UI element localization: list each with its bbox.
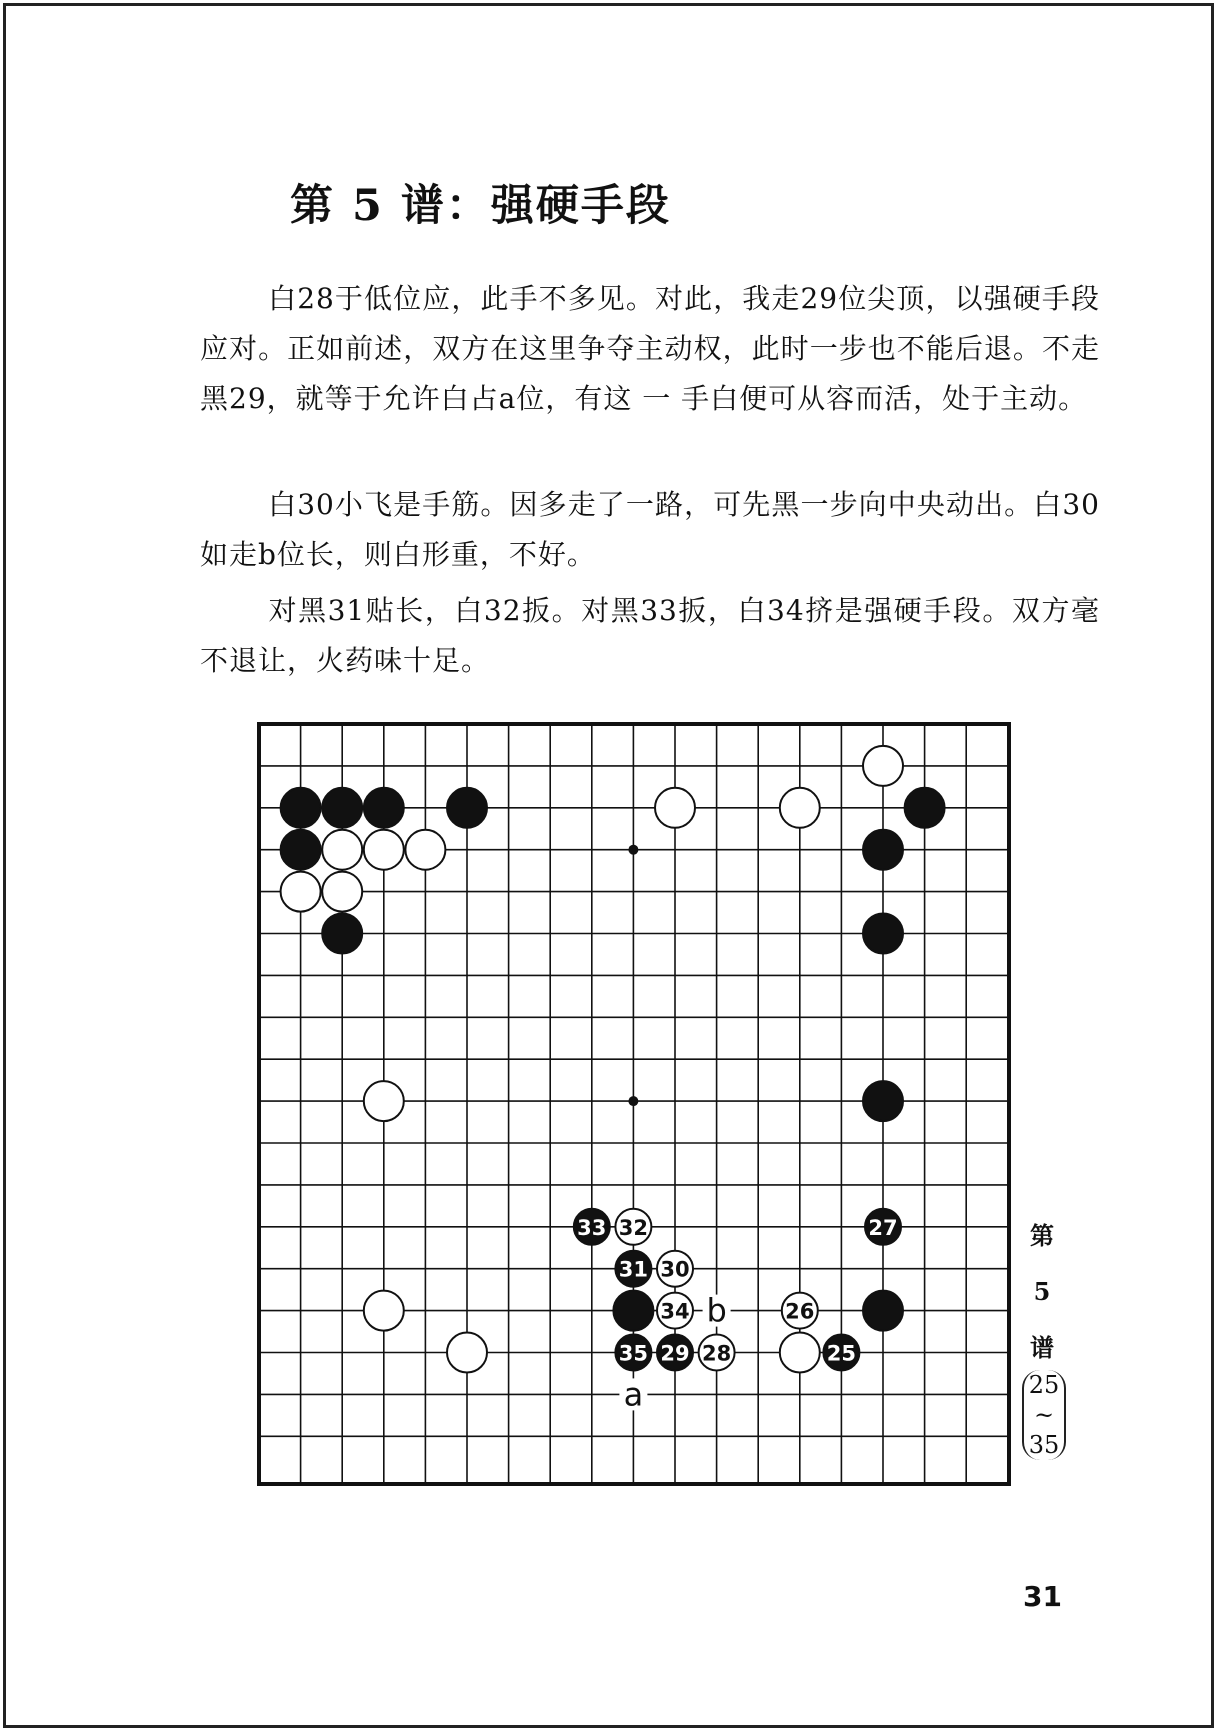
range-end: 35 [1028, 1431, 1060, 1459]
side-caption-char-3: 谱 [1030, 1333, 1054, 1362]
stone-disc [322, 914, 362, 954]
stone-disc [655, 788, 695, 828]
stone-move-number: 34 [660, 1299, 690, 1324]
star-point [628, 845, 638, 855]
white-stone [447, 1333, 487, 1373]
star-point [628, 1096, 638, 1106]
stone-move-number: 26 [785, 1299, 815, 1324]
side-move-range [1022, 1370, 1066, 1460]
stone-disc [322, 788, 362, 828]
stone-disc [364, 1081, 404, 1121]
stone-disc [281, 830, 321, 870]
side-caption-char-2: 5 [1033, 1277, 1051, 1306]
stone-disc [364, 830, 404, 870]
stone-move-number: 25 [826, 1341, 857, 1366]
stone-disc [364, 1291, 404, 1331]
black-stone [863, 1081, 903, 1121]
position-letter-a: a [623, 1375, 644, 1414]
white-stone-34 [657, 1293, 693, 1329]
black-stone [322, 788, 362, 828]
white-stone-28 [699, 1335, 735, 1371]
white-stone [780, 788, 820, 828]
white-stone [281, 872, 321, 912]
page-title: 第 5 谱：强硬手段 [290, 181, 671, 231]
white-stone [364, 1291, 404, 1331]
black-stone [863, 914, 903, 954]
white-stone-32 [615, 1209, 651, 1245]
white-stone [405, 830, 445, 870]
range-sep: ~ [1033, 1401, 1055, 1429]
black-stone [322, 914, 362, 954]
stone-disc [613, 1291, 653, 1331]
white-stone [780, 1333, 820, 1373]
black-stone [281, 830, 321, 870]
stone-move-number: 30 [660, 1257, 690, 1282]
white-stone [655, 788, 695, 828]
black-stone [863, 830, 903, 870]
white-stone [322, 872, 362, 912]
position-letter-b: b [706, 1291, 727, 1330]
black-stone [613, 1291, 653, 1331]
black-stone [905, 788, 945, 828]
black-stone-29 [657, 1335, 693, 1371]
stone-disc [905, 788, 945, 828]
paragraph-1-text: 白28于低位应，此手不多见。对此，我走29位尖顶，以强硬手段应对。正如前述，双方在这里争夺主动权，此时一步也不能后退。不走黑29，就等于允许白占a位，有这 一 手白便可从容而活，处于主动。 [200, 282, 1100, 415]
stone-move-number: 35 [618, 1341, 649, 1366]
white-stone [364, 830, 404, 870]
black-stone-27 [865, 1209, 901, 1245]
stone-disc [322, 830, 362, 870]
stone-disc [364, 788, 404, 828]
stone-disc [281, 788, 321, 828]
black-stone [447, 788, 487, 828]
page-frame [3, 3, 1214, 1728]
stone-move-number: 33 [577, 1215, 607, 1240]
stone-disc [447, 788, 487, 828]
stone-move-number: 32 [618, 1215, 649, 1240]
side-caption [1024, 1208, 1060, 1376]
paragraph-2 [200, 480, 1100, 580]
stone-disc [322, 872, 362, 912]
black-stone-25 [823, 1335, 859, 1371]
white-stone [322, 830, 362, 870]
page-number: 31 [1023, 1580, 1062, 1613]
black-stone-35 [615, 1335, 651, 1371]
stone-disc [863, 1291, 903, 1331]
black-stone-31 [615, 1251, 651, 1287]
black-stone-33 [574, 1209, 610, 1245]
side-caption-char-1: 第 [1030, 1221, 1054, 1250]
stone-move-number: 31 [618, 1257, 649, 1282]
stone-disc [863, 1081, 903, 1121]
stone-disc [447, 1333, 487, 1373]
stone-move-number: 27 [868, 1215, 898, 1240]
stone-move-number: 28 [701, 1341, 732, 1366]
stone-disc [863, 830, 903, 870]
white-stone-30 [657, 1251, 693, 1287]
stone-disc [863, 914, 903, 954]
white-stone [863, 746, 903, 786]
white-stone [364, 1081, 404, 1121]
black-stone [863, 1291, 903, 1331]
white-stone-26 [782, 1293, 818, 1329]
stone-disc [863, 746, 903, 786]
paragraph-3 [200, 586, 1100, 686]
stone-disc [281, 872, 321, 912]
paragraph-3-text: 对黑31贴长，白32扳。对黑33扳，白34挤是强硬手段。双方毫不退让，火药味十足。 [200, 594, 1100, 677]
stone-disc [405, 830, 445, 870]
stone-disc [780, 1333, 820, 1373]
black-stone [281, 788, 321, 828]
black-stone [364, 788, 404, 828]
paragraph-2-text: 白30小飞是手筋。因多走了一路，可先黑一步向中央动出。白30如走b位长，则白形重，不好。 [200, 488, 1100, 571]
stone-move-number: 29 [660, 1341, 690, 1366]
stone-disc [780, 788, 820, 828]
range-start: 25 [1028, 1371, 1060, 1399]
paragraph-1 [200, 274, 1100, 424]
